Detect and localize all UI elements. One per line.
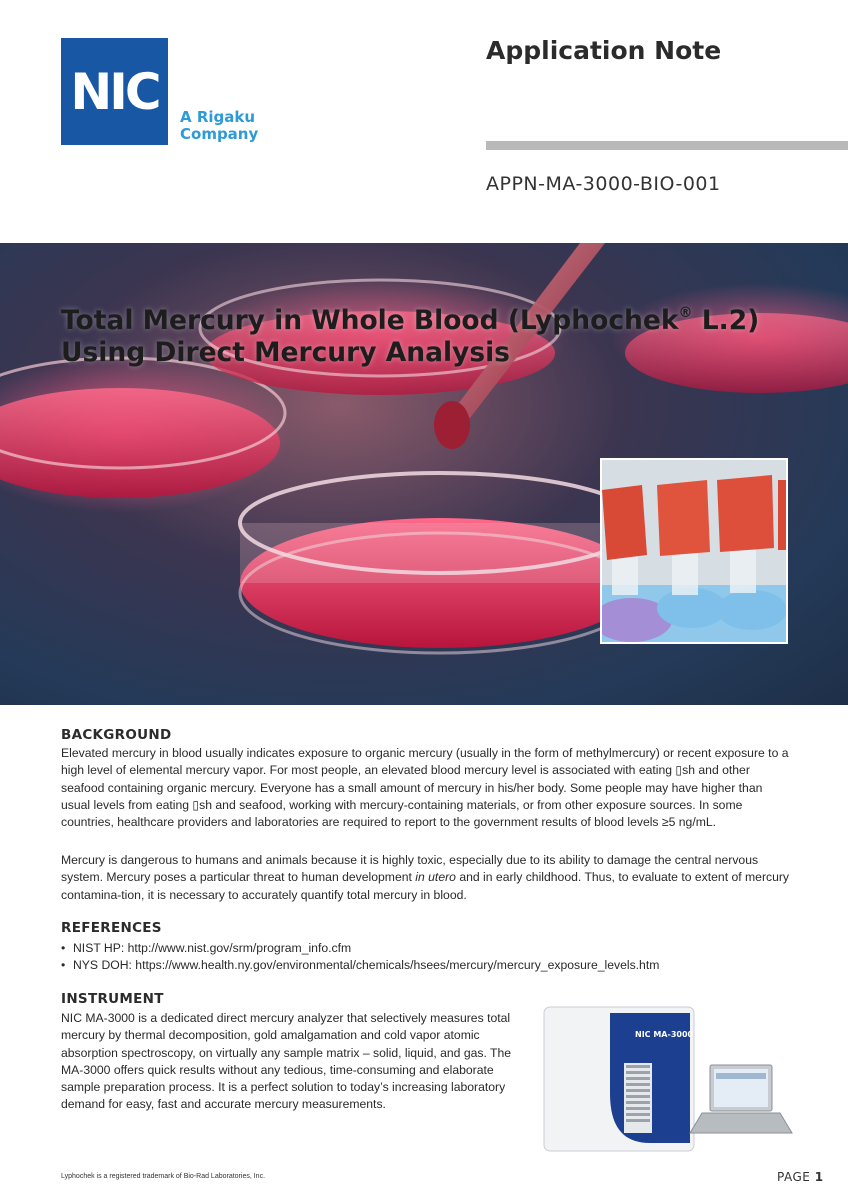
page-title: Total Mercury in Whole Blood (Lyphochek® L.2) Using Direct Mercury Analysis: [61, 305, 760, 368]
trademark-note: Lyphochek is a registered trademark of Bio-Rad Laboratories, Inc.: [61, 1173, 266, 1180]
blood-tubes-inset-image: [600, 458, 788, 644]
document-type: Application Note: [486, 36, 722, 65]
background-paragraph-1: Elevated mercury in blood usually indicates exposure to organic mercury (usually in the form of methylmercury) or recent exposure to a high level of elemental mercury vapor. For most people, an elevated blood mercury level is associated with eating ▯sh and other seafood containing organic mercury. Everyone has a small amount of mercury in his/her body. Some people may have higher than usual levels from eating ▯sh and seafood, working with mercury-containing materials, or from other exposure sources. In some countries, healthcare providers and laboratories are required to report to the government results of blood levels ≥5 ng/mL.: [61, 746, 789, 830]
ma-3000-instrument-image: [540, 1003, 800, 1155]
document-code: APPN-MA-3000-BIO-001: [486, 173, 721, 195]
page-number: PAGE 1: [777, 1170, 824, 1184]
reference-item: • NYS DOH: https://www.health.ny.gov/environmental/chemicals/hsees/mercury/mercury_exposure_levels.htm: [61, 957, 659, 974]
logo-subtitle: A Rigaku Company: [180, 108, 259, 143]
references-heading: REFERENCES: [61, 920, 162, 936]
instrument-paragraph: NIC MA-3000 is a dedicated direct mercury analyzer that selectively measures total mercury by thermal decomposition, gold amalgamation and cold vapor atomic absorption spectroscopy, on virtually any sample matrix – solid, liquid, and gas. The MA-3000 offers quick results without any tedious, time-consuming and elaborate sample preparation process. It is a perfect solution to today’s increasing laboratory demand for easy, fast and accurate mercury measurements.: [61, 1011, 512, 1112]
header-rule: [486, 141, 848, 150]
background-paragraph-2: Mercury is dangerous to humans and animals because it is highly toxic, especially due to its ability to damage the central nervous system. Mercury poses a particular threat to human development in utero and in early childhood. Thus, to evaluate to extent of mercury contamina-tion, it is necessary to accurately quantify total mercury in blood.: [61, 853, 790, 902]
hero-image: [0, 243, 848, 705]
reference-item: • NIST HP: http://www.nist.gov/srm/program_info.cfm: [61, 940, 659, 957]
instrument-heading: INSTRUMENT: [61, 991, 164, 1007]
instrument-label: NIC MA-3000: [635, 1030, 694, 1039]
background-heading: BACKGROUND: [61, 727, 172, 743]
references-list: [61, 940, 659, 975]
logo-text: NIC: [70, 62, 159, 121]
nic-logo: [61, 38, 168, 145]
